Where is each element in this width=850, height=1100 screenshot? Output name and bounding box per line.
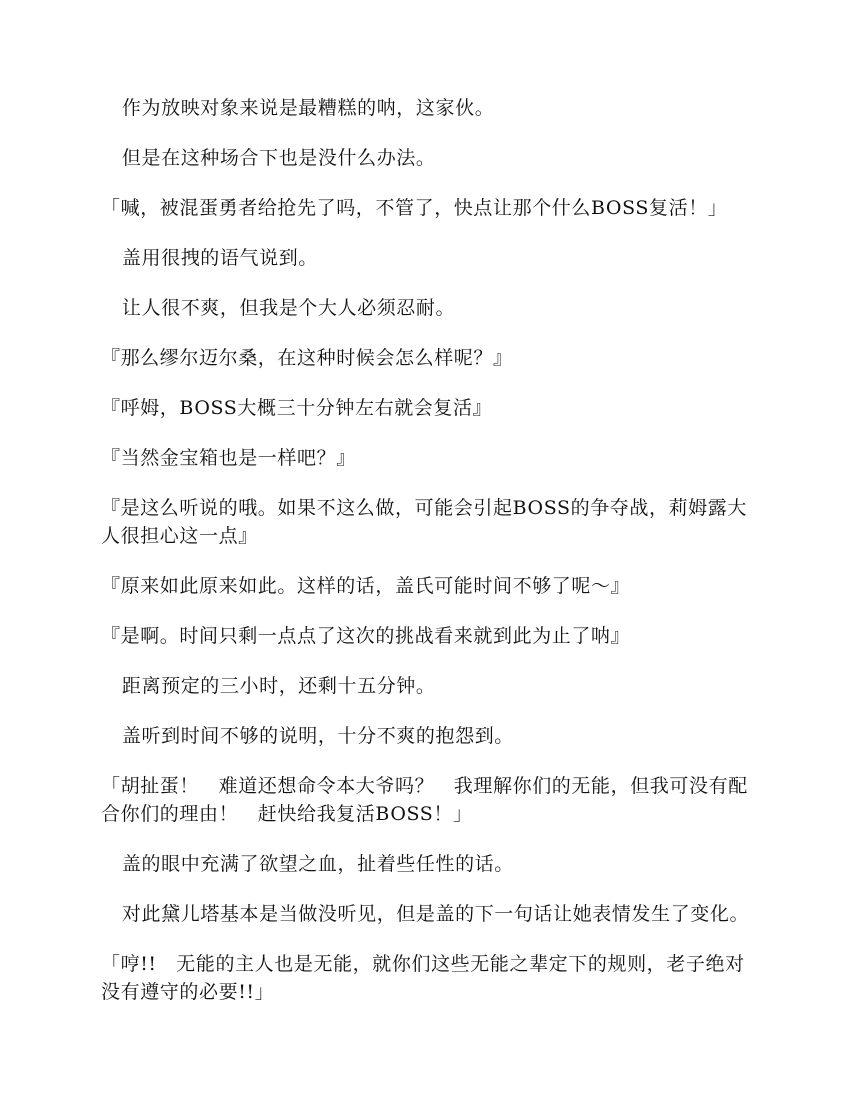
paragraph-5: 让人很不爽，但我是个大人必须忍耐。 bbox=[121, 297, 456, 319]
paragraph-11: 『是啊。时间只剩一点点了这次的挑战看来就到此为止了呐』 bbox=[101, 625, 631, 647]
paragraph-3: 「喊，被混蛋勇者给抢先了吗，不管了，快点让那个什么BOSS复活！」 bbox=[101, 197, 728, 219]
paragraph-13: 盖听到时间不够的说明，十分不爽的抱怨到。 bbox=[121, 725, 514, 747]
paragraph-1: 作为放映对象来说是最糟糕的呐，这家伙。 bbox=[121, 97, 495, 119]
paragraph-10: 『原来如此原来如此。这样的话，盖氏可能时间不够了呢～』 bbox=[101, 575, 631, 597]
paragraph-6: 『那么缪尔迈尔桑，在这种时候会怎么样呢？』 bbox=[101, 347, 513, 369]
paragraph-7: 『呼姆，BOSS大概三十分钟左右就会复活』 bbox=[101, 397, 493, 419]
paragraph-8: 『当然金宝箱也是一样吧？』 bbox=[101, 447, 356, 469]
paragraph-14: 「胡扯蛋！ 难道还想命令本大爷吗？ 我理解你们的无能，但我可没有配合你们的理由！ 赶快给我复活BOSS！」 bbox=[101, 775, 748, 825]
paragraph-17: 「哼!! 无能的主人也是无能，就你们这些无能之辈定下的规则，老子绝对没有遵守的必要!!」 bbox=[101, 953, 745, 1003]
paragraph-2: 但是在这种场合下也是没什么办法。 bbox=[121, 147, 436, 169]
paragraph-12: 距离预定的三小时，还剩十五分钟。 bbox=[121, 675, 436, 697]
paragraph-4: 盖用很拽的语气说到。 bbox=[121, 247, 318, 269]
paragraph-15: 盖的眼中充满了欲望之血，扯着些任性的话。 bbox=[121, 853, 514, 875]
paragraph-16: 对此黛儿塔基本是当做没听见，但是盖的下一句话让她表情发生了变化。 bbox=[121, 903, 750, 925]
document-body bbox=[101, 94, 751, 1028]
paragraph-9: 『是这么听说的哦。如果不这么做，可能会引起BOSS的争夺战，莉姆露大人很担心这一点』 bbox=[101, 497, 747, 547]
